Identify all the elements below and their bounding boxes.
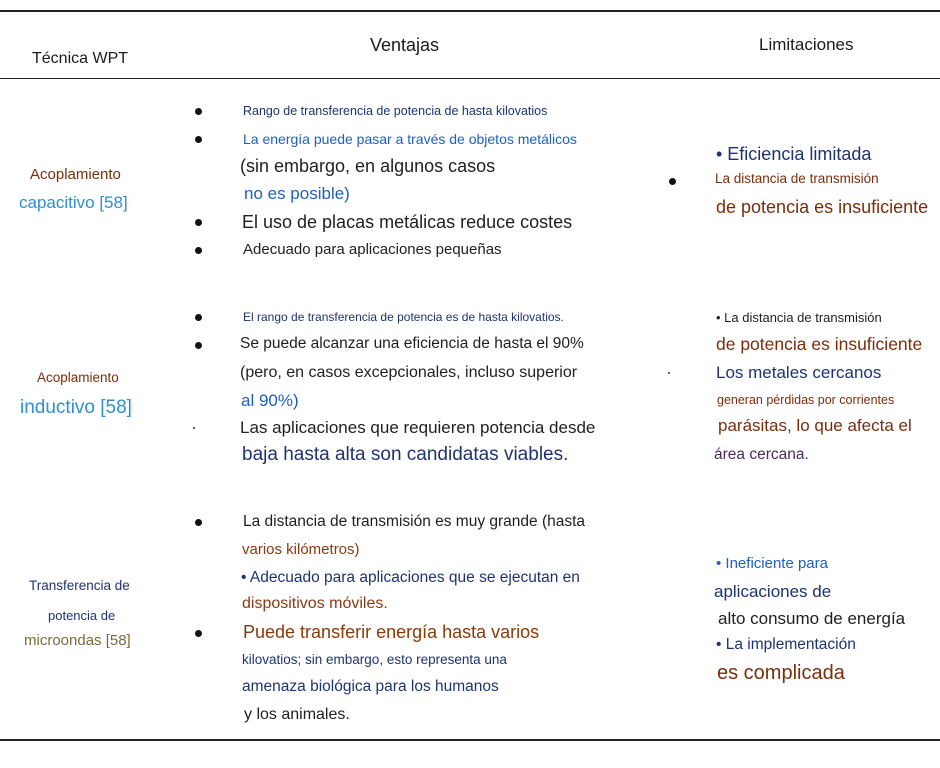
limitation-text: • Eficiencia limitada [716,144,872,164]
technique-label: capacitivo [58] [19,193,128,212]
advantage-text: Adecuado para aplicaciones pequeñas [243,241,502,258]
advantage-text: El uso de placas metálicas reduce costes [242,212,573,232]
advantage-text: kilovatios; sin embargo, esto representa una [242,652,507,667]
limitation-text: aplicaciones de [714,582,832,601]
bullet-icon [195,342,202,349]
technique-label: inductivo [58] [20,397,132,418]
advantage-text: y los animales. [244,706,350,723]
limitation-text: alto consumo de energía [718,609,906,628]
limitation-text: • La distancia de transmisión [716,310,882,325]
advantage-text: Puede transferir energía hasta varios [243,622,540,642]
limitation-text: de potencia es insuficiente [716,197,929,217]
column-header-advantages: Ventajas [370,35,440,55]
bullet-icon [195,247,202,254]
technique-label: Acoplamiento [30,166,121,183]
advantage-text: El rango de transferencia de potencia es de hasta kilovatios. [243,310,564,324]
advantage-text: Rango de transferencia de potencia de hasta kilovatios [243,104,548,118]
limitation-text: generan pérdidas por corrientes [717,393,895,407]
limitation-text: es complicada [717,662,845,684]
limitation-text: • Ineficiente para [716,555,828,572]
advantage-text: dispositivos móviles. [242,595,388,612]
technique-label: potencia de [48,608,116,623]
limitation-text: Los metales cercanos [716,363,882,382]
advantage-text: La distancia de transmisión es muy grande (hasta [243,513,586,530]
advantage-text: Las aplicaciones que requieren potencia desde [240,418,596,437]
advantage-text: • Adecuado para aplicaciones que se ejecutan en [241,569,580,586]
limitation-text: parásitas, lo que afecta el [718,416,912,435]
advantage-text: La energía puede pasar a través de objetos metálicos [243,131,577,147]
bullet-icon [195,108,202,115]
bullet-icon [668,372,670,374]
bullet-icon [193,427,195,429]
column-header-technique: Técnica WPT [32,50,129,67]
advantage-text: amenaza biológica para los humanos [242,678,499,695]
limitation-text: área cercana. [714,446,809,463]
header-bottom-rule [0,78,940,79]
table-bottom-rule [0,739,940,741]
bullet-icon [195,136,202,143]
bullet-icon [195,630,202,637]
advantage-text: baja hasta alta son candidatas viables. [242,444,569,465]
bullet-icon [195,314,202,321]
advantage-text: al 90%) [241,391,299,410]
table-top-rule [0,10,940,12]
advantage-text: no es posible) [244,184,350,203]
technique-label: Acoplamiento [37,370,119,385]
technique-label: Transferencia de [29,578,130,593]
bullet-icon [195,219,202,226]
advantage-text: (pero, en casos excepcionales, incluso superior [240,364,578,381]
technique-label: microondas [58] [24,632,131,649]
bullet-icon [195,519,202,526]
advantage-text: Se puede alcanzar una eficiencia de hasta el 90% [240,335,584,352]
limitation-text: de potencia es insuficiente [716,334,923,354]
advantage-text: (sin embargo, en algunos casos [240,156,496,176]
column-header-limitations: Limitaciones [759,35,854,54]
bullet-icon [669,178,676,185]
limitation-text: • La implementación [716,636,856,653]
advantage-text: varios kilómetros) [242,541,360,558]
limitation-text: La distancia de transmisión [715,171,879,186]
